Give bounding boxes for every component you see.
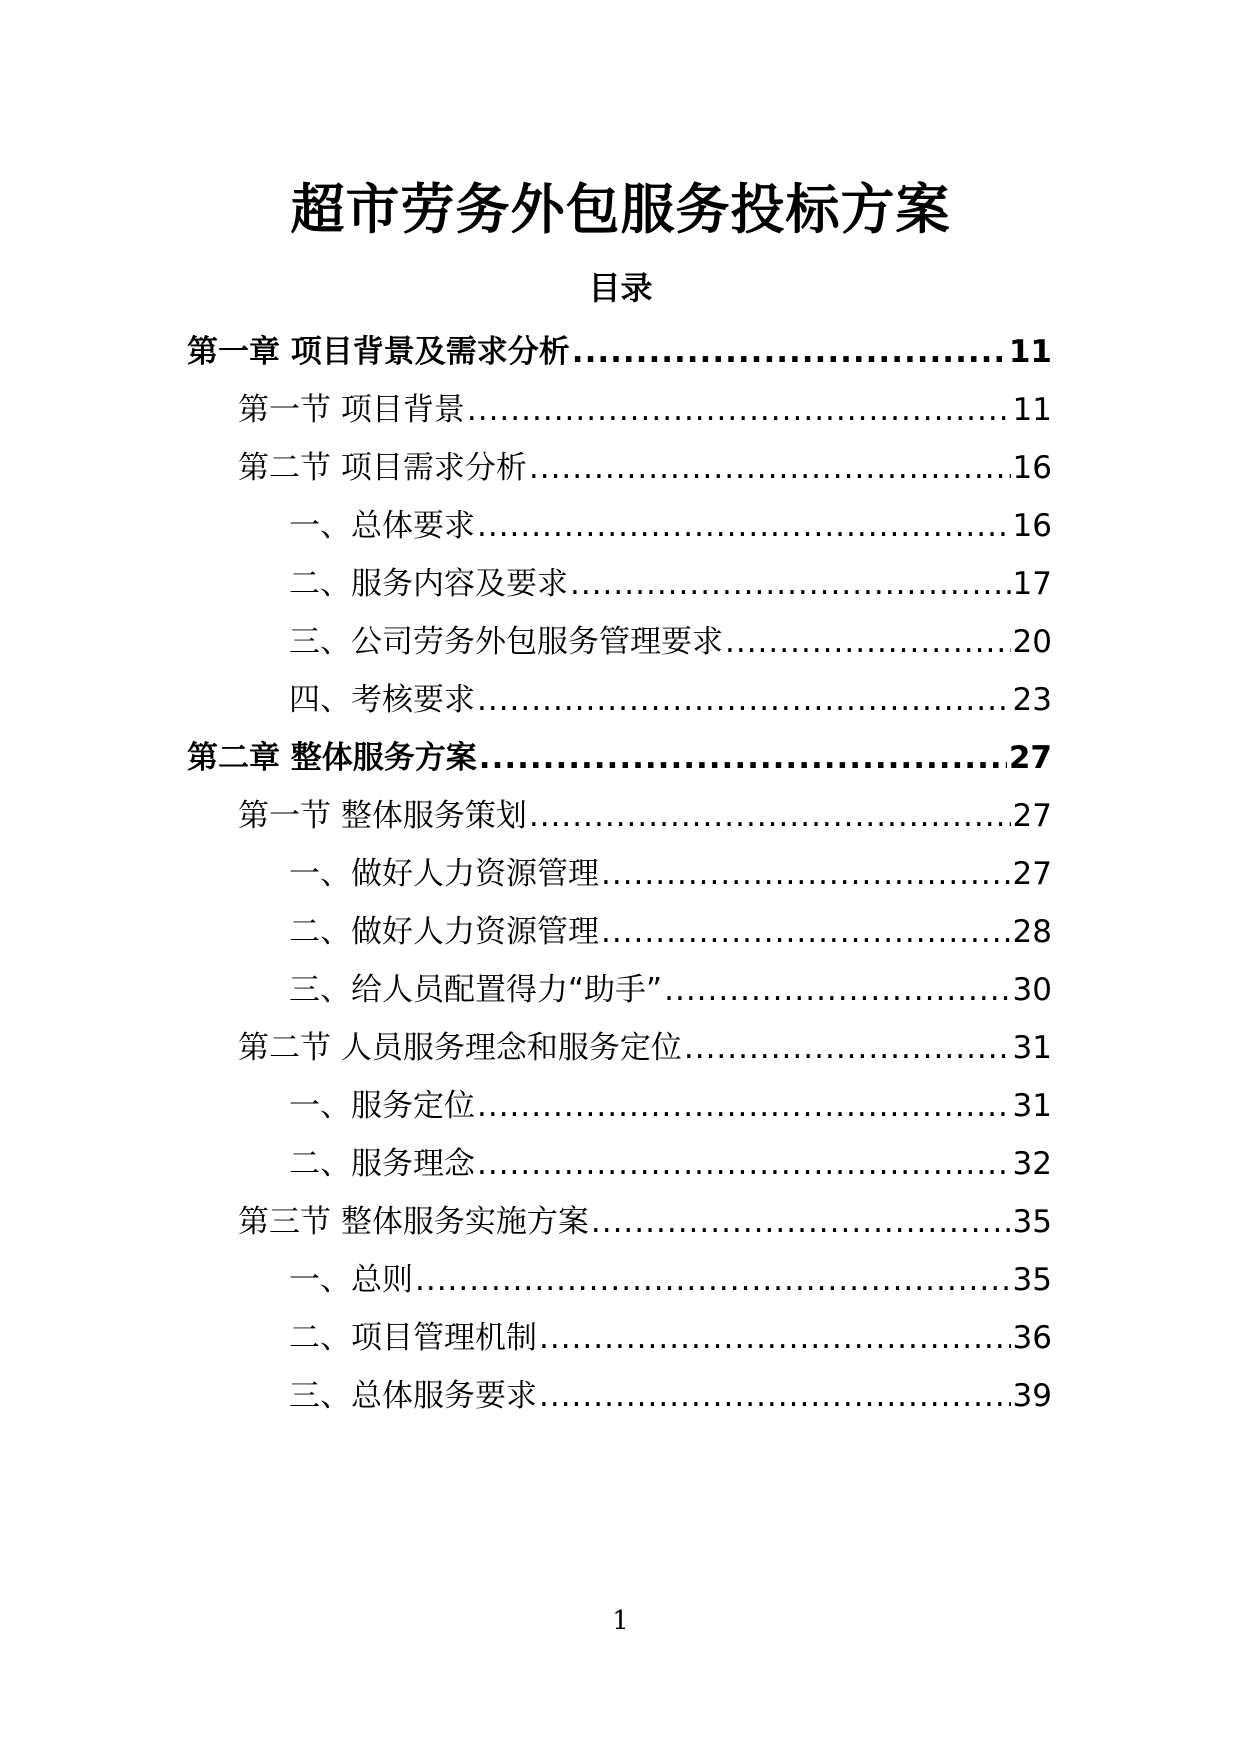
toc-entry-label: 第二章 整体服务方案 [187, 740, 477, 776]
toc-entry-label: 第二节 人员服务理念和服务定位 [238, 1030, 682, 1066]
toc-entry-label: 一、总体要求 [289, 508, 475, 544]
toc-entry-page: 20 [1012, 624, 1052, 660]
toc-entry-page: 32 [1012, 1146, 1052, 1182]
toc-entry-page: 30 [1012, 972, 1052, 1008]
toc-entry-chapter-2[interactable] [187, 736, 1052, 780]
toc-leader-dots [467, 388, 1011, 432]
toc-entry-label: 四、考核要求 [289, 682, 475, 718]
toc-entry-subsection[interactable] [289, 910, 1052, 954]
toc-entry-page: 16 [1012, 508, 1052, 544]
toc-leader-dots [664, 968, 1010, 1012]
toc-entry-subsection[interactable] [289, 1374, 1052, 1418]
toc-leader-dots [415, 1258, 1011, 1302]
toc-entry-subsection[interactable] [289, 852, 1052, 896]
toc-entry-label: 第一节 项目背景 [238, 392, 465, 428]
toc-entry-section[interactable] [238, 388, 1052, 432]
toc-entry-label: 第三节 整体服务实施方案 [238, 1204, 589, 1240]
document-title: 超市劳务外包服务投标方案 [290, 178, 951, 241]
toc-entry-page: 27 [1012, 798, 1052, 834]
toc-leader-dots [477, 1142, 1011, 1186]
toc-entry-subsection[interactable] [289, 620, 1052, 664]
toc-entry-section[interactable] [238, 1200, 1052, 1244]
toc-entry-section[interactable] [238, 794, 1052, 838]
toc-leader-dots [529, 794, 1011, 838]
toc-entry-label: 一、服务定位 [289, 1088, 475, 1124]
toc-entry-label: 一、总则 [289, 1262, 413, 1298]
toc-entry-subsection[interactable] [289, 1258, 1052, 1302]
toc-leader-dots [570, 562, 1011, 606]
toc-entry-label: 第一章 项目背景及需求分析 [187, 334, 570, 370]
toc-leader-dots [529, 446, 1011, 490]
toc-entry-label: 三、给人员配置得力“助手” [289, 972, 663, 1008]
toc-leader-dots [684, 1026, 1011, 1070]
toc-leader-dots [591, 1200, 1011, 1244]
page-number: 1 [612, 1606, 629, 1636]
toc-entry-section[interactable] [238, 1026, 1052, 1070]
toc-entry-chapter-1[interactable] [187, 330, 1052, 374]
toc-leader-dots [477, 504, 1011, 548]
toc-heading: 目录 [588, 269, 653, 307]
toc-entry-section[interactable] [238, 446, 1052, 490]
toc-entry-page: 23 [1012, 682, 1052, 718]
toc-entry-label: 第一节 整体服务策划 [238, 798, 527, 834]
toc-entry-label: 三、总体服务要求 [289, 1378, 537, 1414]
toc-leader-dots [539, 1316, 1011, 1360]
toc-entry-page: 28 [1012, 914, 1052, 950]
toc-entry-subsection[interactable] [289, 968, 1052, 1012]
toc-entry-label: 一、做好人力资源管理 [289, 856, 599, 892]
toc-entry-label: 第二节 项目需求分析 [238, 450, 527, 486]
toc-leader-dots [601, 910, 1011, 954]
toc-entry-page: 16 [1012, 450, 1052, 486]
toc-leader-dots [572, 330, 1007, 374]
toc-entry-page: 11 [1008, 334, 1052, 370]
toc-entry-page: 36 [1012, 1320, 1052, 1356]
toc-entry-page: 35 [1012, 1262, 1052, 1298]
toc-entry-page: 27 [1008, 740, 1052, 776]
toc-entry-label: 二、做好人力资源管理 [289, 914, 599, 950]
toc-leader-dots [725, 620, 1011, 664]
toc-leader-dots [477, 1084, 1011, 1128]
toc-entry-subsection[interactable] [289, 1316, 1052, 1360]
toc-entry-page: 31 [1012, 1030, 1052, 1066]
toc-entry-page: 31 [1012, 1088, 1052, 1124]
toc-entry-page: 17 [1012, 566, 1052, 602]
toc-leader-dots [479, 736, 1007, 780]
toc-entry-label: 二、服务内容及要求 [289, 566, 568, 602]
toc-entry-page: 39 [1012, 1378, 1052, 1414]
toc-entry-subsection[interactable] [289, 1142, 1052, 1186]
toc-entry-subsection[interactable] [289, 678, 1052, 722]
toc-entry-subsection[interactable] [289, 1084, 1052, 1128]
toc-leader-dots [601, 852, 1011, 896]
toc-entry-subsection[interactable] [289, 562, 1052, 606]
toc-entry-subsection[interactable] [289, 504, 1052, 548]
toc-entry-page: 11 [1012, 392, 1052, 428]
toc-entry-label: 二、项目管理机制 [289, 1320, 537, 1356]
toc-entry-page: 35 [1012, 1204, 1052, 1240]
toc-entry-page: 27 [1012, 856, 1052, 892]
toc-entry-label: 三、公司劳务外包服务管理要求 [289, 624, 723, 660]
toc-leader-dots [477, 678, 1011, 722]
toc-entry-label: 二、服务理念 [289, 1146, 475, 1182]
toc-leader-dots [539, 1374, 1011, 1418]
